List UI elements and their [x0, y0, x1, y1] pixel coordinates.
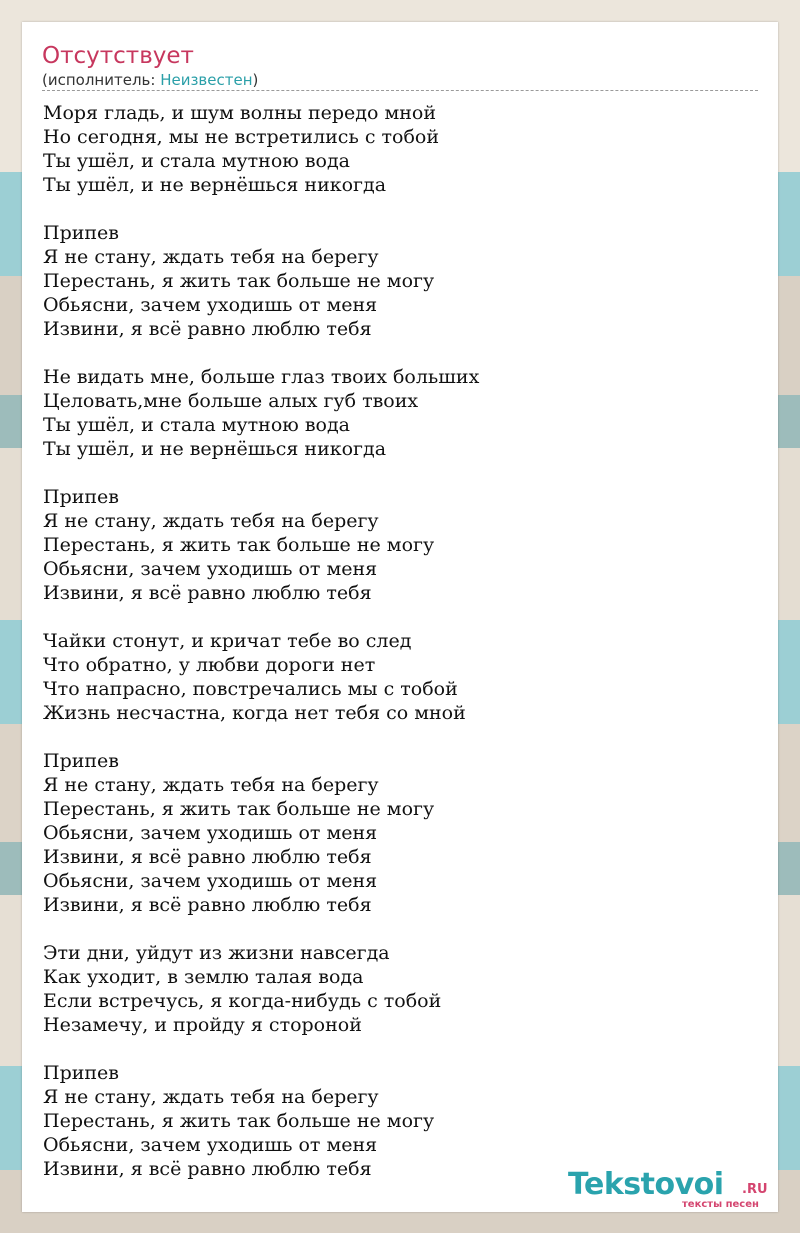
lyric-line: Извини, я всё равно люблю тебя [43, 318, 372, 340]
lyric-line: Перестань, я жить так больше не могу [43, 534, 435, 556]
lyric-line: Извини, я всё равно люблю тебя [43, 894, 372, 916]
lyric-blank-line [43, 197, 763, 221]
artist-link[interactable]: Неизвестен [160, 71, 253, 89]
lyrics-card [22, 22, 778, 1212]
lyric-line: Чайки стонут, и кричат тебе во след [43, 630, 412, 652]
lyric-line: Перестань, я жить так больше не могу [43, 798, 435, 820]
lyric-line: Ты ушёл, и стала мутною вода [43, 150, 351, 172]
lyric-line: Ты ушёл, и не вернёшься никогда [43, 174, 387, 196]
lyric-line: Извини, я всё равно люблю тебя [43, 846, 372, 868]
lyric-line: Моря гладь, и шум волны передо мной [43, 102, 436, 124]
logo-tld: .RU [742, 1182, 768, 1197]
artist-line [42, 71, 258, 89]
logo-name: Tekstovoi [568, 1167, 724, 1202]
lyric-line: Ты ушёл, и стала мутною вода [43, 414, 351, 436]
lyric-line: Я не стану, ждать тебя на берегу [43, 246, 379, 268]
lyric-line: Я не стану, ждать тебя на берегу [43, 1086, 379, 1108]
lyric-line: Если встречусь, я когда-нибудь с тобой [43, 990, 442, 1012]
song-title: Отсутствует [42, 43, 194, 69]
lyric-line: Припев [43, 1062, 119, 1084]
lyric-line: Как уходит, в землю талая вода [43, 966, 364, 988]
site-logo[interactable] [568, 1167, 778, 1211]
logo-tagline: тексты песен [682, 1199, 759, 1210]
lyric-line: Не видать мне, больше глаз твоих больших [43, 366, 480, 388]
lyric-line: Я не стану, ждать тебя на берегу [43, 774, 379, 796]
lyric-line: Перестань, я жить так больше не могу [43, 270, 435, 292]
lyric-blank-line [43, 605, 763, 629]
lyric-line: Обьясни, зачем уходишь от меня [43, 294, 378, 316]
artist-suffix: ) [252, 71, 259, 89]
lyric-blank-line [43, 341, 763, 365]
lyric-line: Эти дни, уйдут из жизни навсегда [43, 942, 390, 964]
lyric-line: Незамечу, и пройду я стороной [43, 1014, 362, 1036]
lyric-line: Обьясни, зачем уходишь от меня [43, 822, 378, 844]
lyric-line: Припев [43, 486, 119, 508]
lyric-line: Ты ушёл, и не вернёшься никогда [43, 438, 387, 460]
lyric-line: Припев [43, 750, 119, 772]
lyrics-text [43, 101, 763, 1181]
lyric-blank-line [43, 917, 763, 941]
lyric-blank-line [43, 461, 763, 485]
lyric-blank-line [43, 725, 763, 749]
lyric-line: Перестань, я жить так больше не могу [43, 1110, 435, 1132]
lyric-line: Извини, я всё равно люблю тебя [43, 1158, 372, 1180]
lyric-line: Обьясни, зачем уходишь от меня [43, 870, 378, 892]
lyric-line: Обьясни, зачем уходишь от меня [43, 1134, 378, 1156]
lyric-line: Что напрасно, повстречались мы с тобой [43, 678, 458, 700]
lyric-line: Обьясни, зачем уходишь от меня [43, 558, 378, 580]
lyric-line: Целовать,мне больше алых губ твоих [43, 390, 419, 412]
lyric-line: Извини, я всё равно люблю тебя [43, 582, 372, 604]
lyric-blank-line [43, 1037, 763, 1061]
lyric-line: Что обратно, у любви дороги нет [43, 654, 376, 676]
lyric-line: Но сегодня, мы не встретились с тобой [43, 126, 440, 148]
artist-prefix: (исполнитель: [42, 71, 161, 89]
lyric-line: Я не стану, ждать тебя на берегу [43, 510, 379, 532]
title-divider [42, 90, 758, 91]
lyric-line: Жизнь несчастна, когда нет тебя со мной [43, 702, 466, 724]
lyric-line: Припев [43, 222, 119, 244]
